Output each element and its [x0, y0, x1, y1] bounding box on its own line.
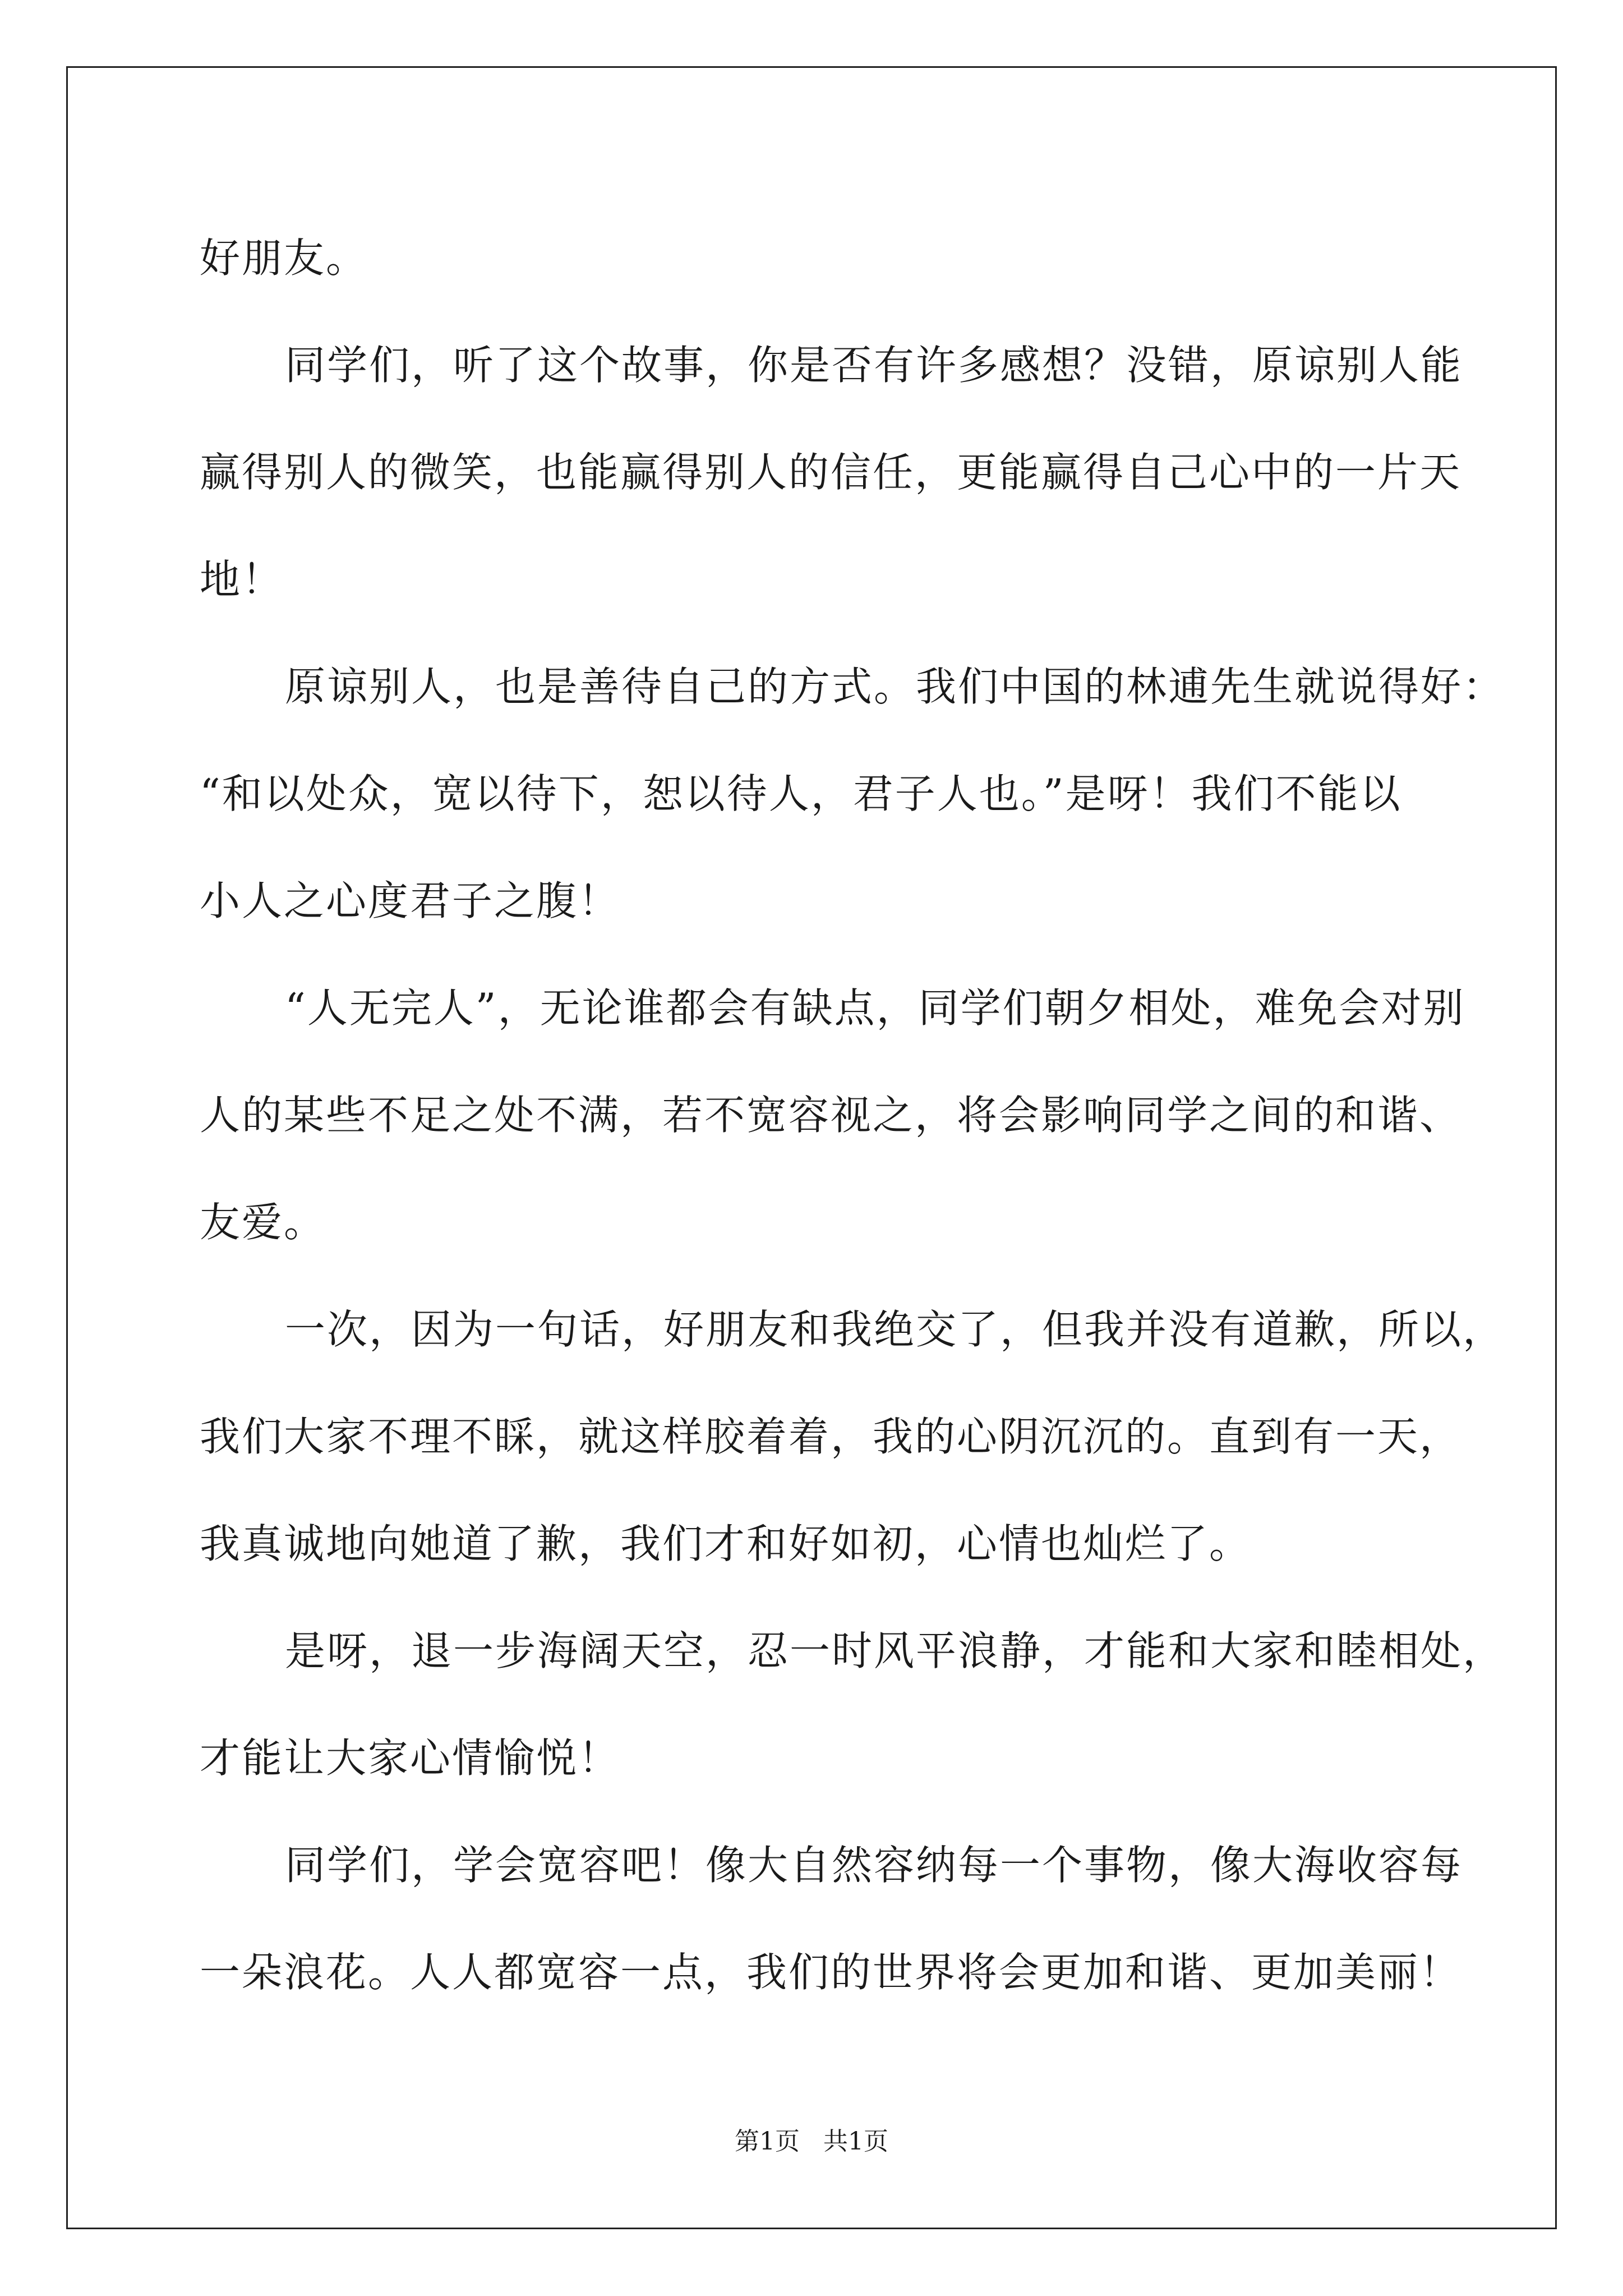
text-line: 一朵浪花。人人都宽容一点，我们的世界将会更加和谐、更加美丽！	[200, 1949, 1462, 1996]
text-line: 一次，因为一句话，好朋友和我绝交了，但我并没有道歉，所以，	[285, 1306, 1505, 1353]
text-line: 人的某些不足之处不满，若不宽容视之，将会影响同学之间的和谐、	[200, 1092, 1462, 1139]
text-line: “人无完人”，无论谁都会有缺点，同学们朝夕相处，难免会对别	[285, 984, 1465, 1032]
text-line: “和以处众，宽以待下，恕以待人，君子人也。”是呀！我们不能以	[200, 770, 1402, 817]
page-number-footer: 第1页 共1页	[735, 2127, 888, 2156]
document-body	[200, 205, 1505, 2026]
text-line: 好朋友。	[200, 234, 368, 282]
text-line: 地！	[200, 556, 284, 603]
text-line: 友爱。	[200, 1199, 326, 1246]
text-line: 小人之心度君子之腹！	[200, 877, 621, 924]
text-line: 才能让大家心情愉悦！	[200, 1734, 621, 1782]
text-line: 我们大家不理不睬，就这样胶着着，我的心阴沉沉的。直到有一天，	[200, 1413, 1462, 1460]
text-line: 同学们，听了这个故事，你是否有许多感想？没错，原谅别人能	[285, 342, 1463, 389]
text-line: 赢得别人的微笑，也能赢得别人的信任，更能赢得自己心中的一片天	[200, 449, 1462, 496]
text-line: 同学们，学会宽容吧！像大自然容纳每一个事物，像大海收容每	[285, 1842, 1463, 1889]
text-line: 是呀，退一步海阔天空，忍一时风平浪静，才能和大家和睦相处，	[285, 1627, 1505, 1674]
text-line: 原谅别人，也是善待自己的方式。我们中国的林逋先生就说得好：	[285, 663, 1505, 710]
text-line: 我真诚地向她道了歉，我们才和好如初，心情也灿烂了。	[200, 1520, 1252, 1567]
